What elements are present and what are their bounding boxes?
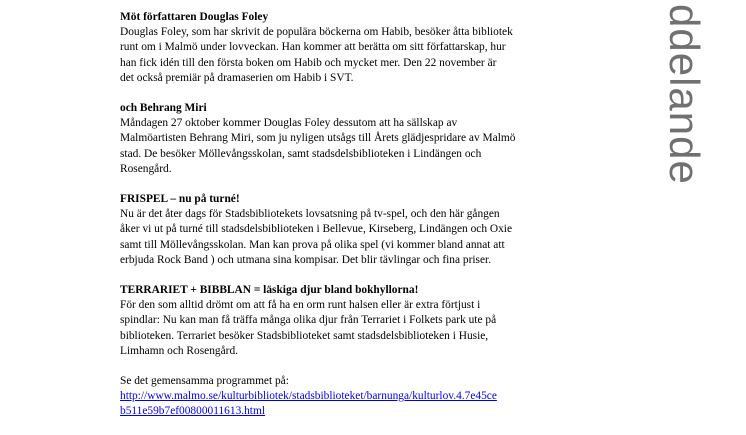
section-terrariet [120, 283, 590, 359]
section-heading: och Behrang Miri [120, 102, 207, 115]
section-heading: FRISPEL – nu på turné! [120, 193, 240, 206]
section-douglas-foley [120, 10, 590, 86]
section-program [120, 374, 590, 420]
section-heading: Möt författaren Douglas Foley [120, 11, 269, 23]
section-heading: TERRARIET + BIBBLAN = läskiga djur bland bokhyllorna! [120, 284, 419, 297]
section-paragraph: Måndagen 27 oktober kommer Douglas Foley dessutom att ha sällskap av Malmöartisten Behrang Miri, som ju nyligen utsågs till Årets glädjespridare av Malmö stad. De besöker Möllevångsskolan, samt stadsdelsbiblioteken i Lindängen och Rosengård. [120, 117, 516, 175]
program-intro: Se det gemensamma programmet på: [120, 375, 289, 388]
side-vertical-label: ddelande [661, 4, 708, 185]
section-paragraph: För den som alltid drömt om att få ha en orm runt halsen eller är extra förtjust i spindlar: Nu kan man få träffa många olika djur från Terrariet i Folkets park ute på biblioteken. Terrariet besöker Stadsbiblioteket samt stadsdelsbiblioteken i Husie, Limhamn och Rosengård. [120, 299, 497, 357]
program-link[interactable]: http://www.malmo.se/kulturbibliotek/stadsbiblioteket/barnunga/kulturlov.4.7e45ce b511e59b7ef00800011613.html [120, 390, 497, 418]
section-paragraph: Nu är det åter dags för Stadsbibliotekets lovsatsning på tv-spel, och den här gången åker vi ut på turné till stadsdelsbiblioteken i Bellevue, Kirseberg, Lindängen och Oxie samt till Möllevångsskolan. Man kan prova på olika spel (vi kommer bland annat att erbjuda Rock Band ) och utmana sina kompisar. Det blir tävlingar och fina priser. [120, 208, 513, 266]
section-behrang-miri [120, 101, 590, 177]
document-body [120, 10, 590, 435]
section-frispel [120, 192, 590, 268]
section-paragraph: Douglas Foley, som har skrivit de populära böckerna om Habib, besöker åtta bibliotek runt om i Malmö under lovveckan. Han kommer att berätta om sitt författarskap, hur han fick idén till den första boken om Habib och mycket mer. Den 22 november är det också premiär på dramaserien om Habib i SVT. [120, 26, 513, 84]
